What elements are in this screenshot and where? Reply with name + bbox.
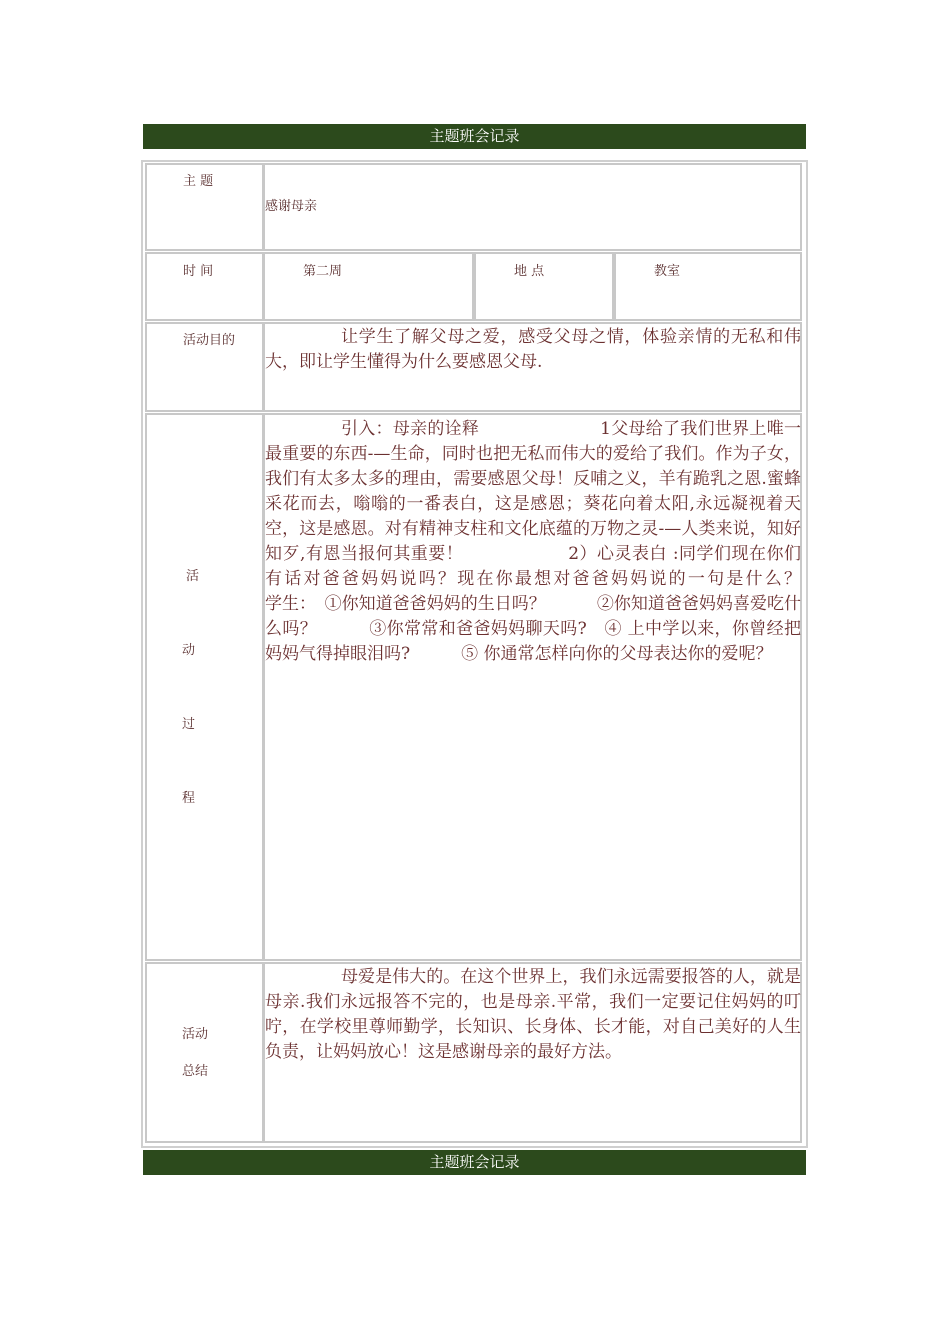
process-label-char-1: 活 xyxy=(186,569,200,584)
theme-value: 感谢母亲 xyxy=(265,199,318,214)
time-value-cell xyxy=(263,252,474,321)
footer-banner: 主题班会记录 xyxy=(143,1150,806,1175)
summary-label-line1: 活动 xyxy=(182,1027,209,1042)
theme-value-cell xyxy=(263,163,802,251)
process-label-char-4: 程 xyxy=(182,791,196,806)
summary-text: 母爱是伟大的。在这个世界上，我们永远需要报答的人，就是母亲.我们永远报答不完的，也是母亲.平常，我们一定要记住妈妈的叮咛，在学校里尊师勤学，长知识、长身体、长才能，对自己美好的人生负责，让妈妈放心！这是感谢母亲的最好方法。 xyxy=(265,967,801,1062)
header-banner: 主题班会记录 xyxy=(143,124,806,149)
summary-label-cell xyxy=(145,962,264,1143)
process-label-char-3: 过 xyxy=(182,717,196,732)
process-text: 引入：母亲的诠释 1父母给了我们世界上唯一最重要的东西-—生命，同时也把无私而伟大的爱给了我们。作为子女，我们有太多太多的理由，需要感恩父母！反哺之义，羊有跪乳之恩.蜜蜂采花而去，嗡嗡的一番表白，这是感恩；葵花向着太阳,永远凝视着天空，这是感恩。对有精神支柱和文化底蕴的万物之灵-—人类来说，知好知歹,有恩当报何其重要！ 2）心灵表白 :同学们现在你们有话对爸爸妈妈说吗？现在你最想对爸爸妈妈说的一句是什么？ 学生： ①你知道爸爸妈妈的生日吗？ ②你知道爸爸妈妈喜爱吃什么吗？ ③你常常和爸爸妈妈聊天吗? ④ 上中学以来，你曾经把妈妈气得掉眼泪吗? ⑤ 你通常怎样向你的父母表达你的爱呢？ xyxy=(265,419,852,664)
process-label-char-2: 动 xyxy=(182,643,196,658)
place-value-cell xyxy=(614,252,802,321)
process-label-cell xyxy=(145,413,264,961)
time-value: 第二周 xyxy=(303,264,343,279)
place-value: 教室 xyxy=(654,264,681,279)
place-label: 地 点 xyxy=(514,264,545,279)
time-label: 时 间 xyxy=(183,264,214,279)
summary-label-line2: 总结 xyxy=(182,1064,209,1079)
goal-text: 让学生了解父母之爱，感受父母之情，体验亲情的无私和伟大，即让学生懂得为什么要感恩父母. xyxy=(265,327,801,372)
goal-label: 活动目的 xyxy=(183,333,236,348)
theme-label: 主 题 xyxy=(183,174,214,189)
